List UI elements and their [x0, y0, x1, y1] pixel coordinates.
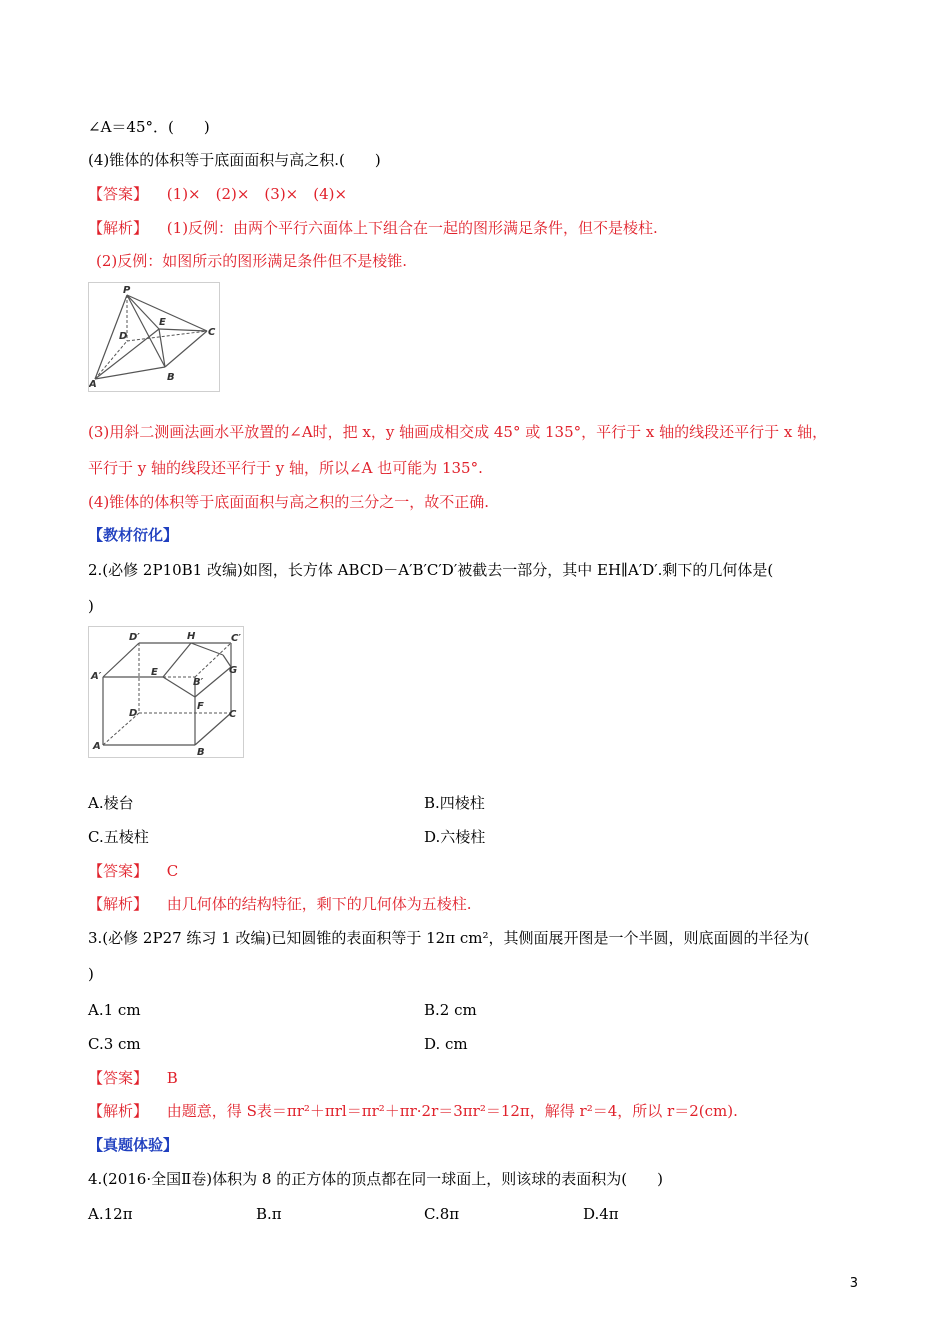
- label-e: E: [159, 317, 166, 328]
- figure-pyramid: [88, 282, 220, 392]
- statement-4: (4)锥体的体积等于底面面积与高之积.( ): [88, 151, 381, 169]
- q4-option-a: A.12π: [88, 1205, 133, 1223]
- answer-tag: 【答案】: [88, 1069, 149, 1087]
- q3-option-c: C.3 cm: [88, 1035, 141, 1053]
- question-2-line2: ): [88, 597, 94, 615]
- q2-option-c: C.五棱柱: [88, 828, 149, 846]
- answer-1: [88, 184, 347, 204]
- q4-option-b: B.π: [256, 1205, 282, 1223]
- explanation-text: (1)反例：由两个平行六面体上下组合在一起的图形满足条件，但不是棱柱.: [166, 219, 658, 237]
- label-h: H: [187, 631, 196, 642]
- section-jiaocai: 【教材衍化】: [88, 526, 179, 544]
- label-d: D: [129, 708, 138, 719]
- page-number: 3: [849, 1276, 858, 1291]
- line-angle-a: ∠A＝45°．( ): [88, 118, 210, 136]
- label-b: B: [197, 747, 205, 757]
- label-d-prime: D′: [129, 632, 140, 643]
- explanation-text: 由题意，得 S表＝πr²＋πrl＝πr²＋πr·2r＝3πr²＝12π，解得 r²＝4，所以 r＝2(cm).: [166, 1102, 738, 1120]
- answer-text: C: [166, 862, 179, 880]
- explanation-1c-line1: (3)用斜二测画法画水平放置的∠A时，把 x，y 轴画成相交成 45° 或 135°，平行于 x 轴的线段还平行于 x 轴，: [88, 423, 828, 441]
- q4-option-c: C.8π: [424, 1205, 460, 1223]
- question-3-line2: ): [88, 965, 94, 983]
- label-p: P: [123, 285, 131, 296]
- explanation-tag: 【解析】: [88, 1102, 149, 1120]
- label-a-prime: A′: [91, 671, 102, 682]
- explanation-tag: 【解析】: [88, 895, 149, 913]
- q3-option-b: B.2 cm: [424, 1001, 477, 1019]
- q4-option-d: D.4π: [583, 1205, 619, 1223]
- label-a: A: [89, 379, 97, 390]
- explanation-1d: (4)锥体的体积等于底面面积与高之积的三分之一，故不正确.: [88, 493, 490, 511]
- pyramid-diagram: [89, 283, 219, 391]
- label-d: D: [119, 331, 128, 342]
- label-e: E: [151, 667, 158, 678]
- question-4: 4.(2016·全国Ⅱ卷)体积为 8 的正方体的顶点都在同一球面上，则该球的表面积为( ): [88, 1170, 663, 1188]
- answer-text: (1)× (2)× (3)× (4)×: [166, 185, 348, 203]
- explanation-1c-line2: 平行于 y 轴的线段还平行于 y 轴，所以∠A 也可能为 135°.: [88, 459, 483, 477]
- answer-text: B: [166, 1069, 178, 1087]
- q3-option-d: D. cm: [424, 1035, 468, 1053]
- explanation-3: [88, 1101, 738, 1121]
- explanation-tag: 【解析】: [88, 219, 149, 237]
- box-diagram: [89, 627, 243, 757]
- explanation-2: [88, 894, 472, 914]
- answer-2: [88, 861, 178, 881]
- explanation-1b: (2)反例：如图所示的图形满足条件但不是棱锥.: [96, 252, 408, 270]
- label-b-prime: B′: [193, 677, 204, 688]
- figure-box: [88, 626, 244, 758]
- label-c: C: [229, 709, 237, 720]
- label-a: A: [93, 741, 101, 752]
- label-g: G: [229, 665, 238, 676]
- label-f: F: [197, 701, 204, 712]
- label-c: C: [208, 327, 216, 338]
- question-2-line1: 2.(必修 2P10B1 改编)如图，长方体 ABCD－A′B′C′D′被截去一部分，其中 EH∥A′D′.剩下的几何体是(: [88, 561, 774, 579]
- answer-tag: 【答案】: [88, 185, 149, 203]
- q3-option-a: A.1 cm: [88, 1001, 141, 1019]
- label-c-prime: C′: [231, 633, 241, 644]
- answer-tag: 【答案】: [88, 862, 149, 880]
- q2-option-b: B.四棱柱: [424, 794, 485, 812]
- q2-option-d: D.六棱柱: [424, 828, 486, 846]
- explanation-text: 由几何体的结构特征，剩下的几何体为五棱柱.: [166, 895, 472, 913]
- explanation-1: [88, 218, 658, 238]
- section-zhenti: 【真题体验】: [88, 1136, 179, 1154]
- answer-3: [88, 1068, 178, 1088]
- label-b: B: [167, 372, 175, 383]
- q2-option-a: A.棱台: [88, 794, 134, 812]
- question-3-line1: 3.(必修 2P27 练习 1 改编)已知圆锥的表面积等于 12π cm²，其侧面展开图是一个半圆，则底面圆的半径为(: [88, 929, 810, 947]
